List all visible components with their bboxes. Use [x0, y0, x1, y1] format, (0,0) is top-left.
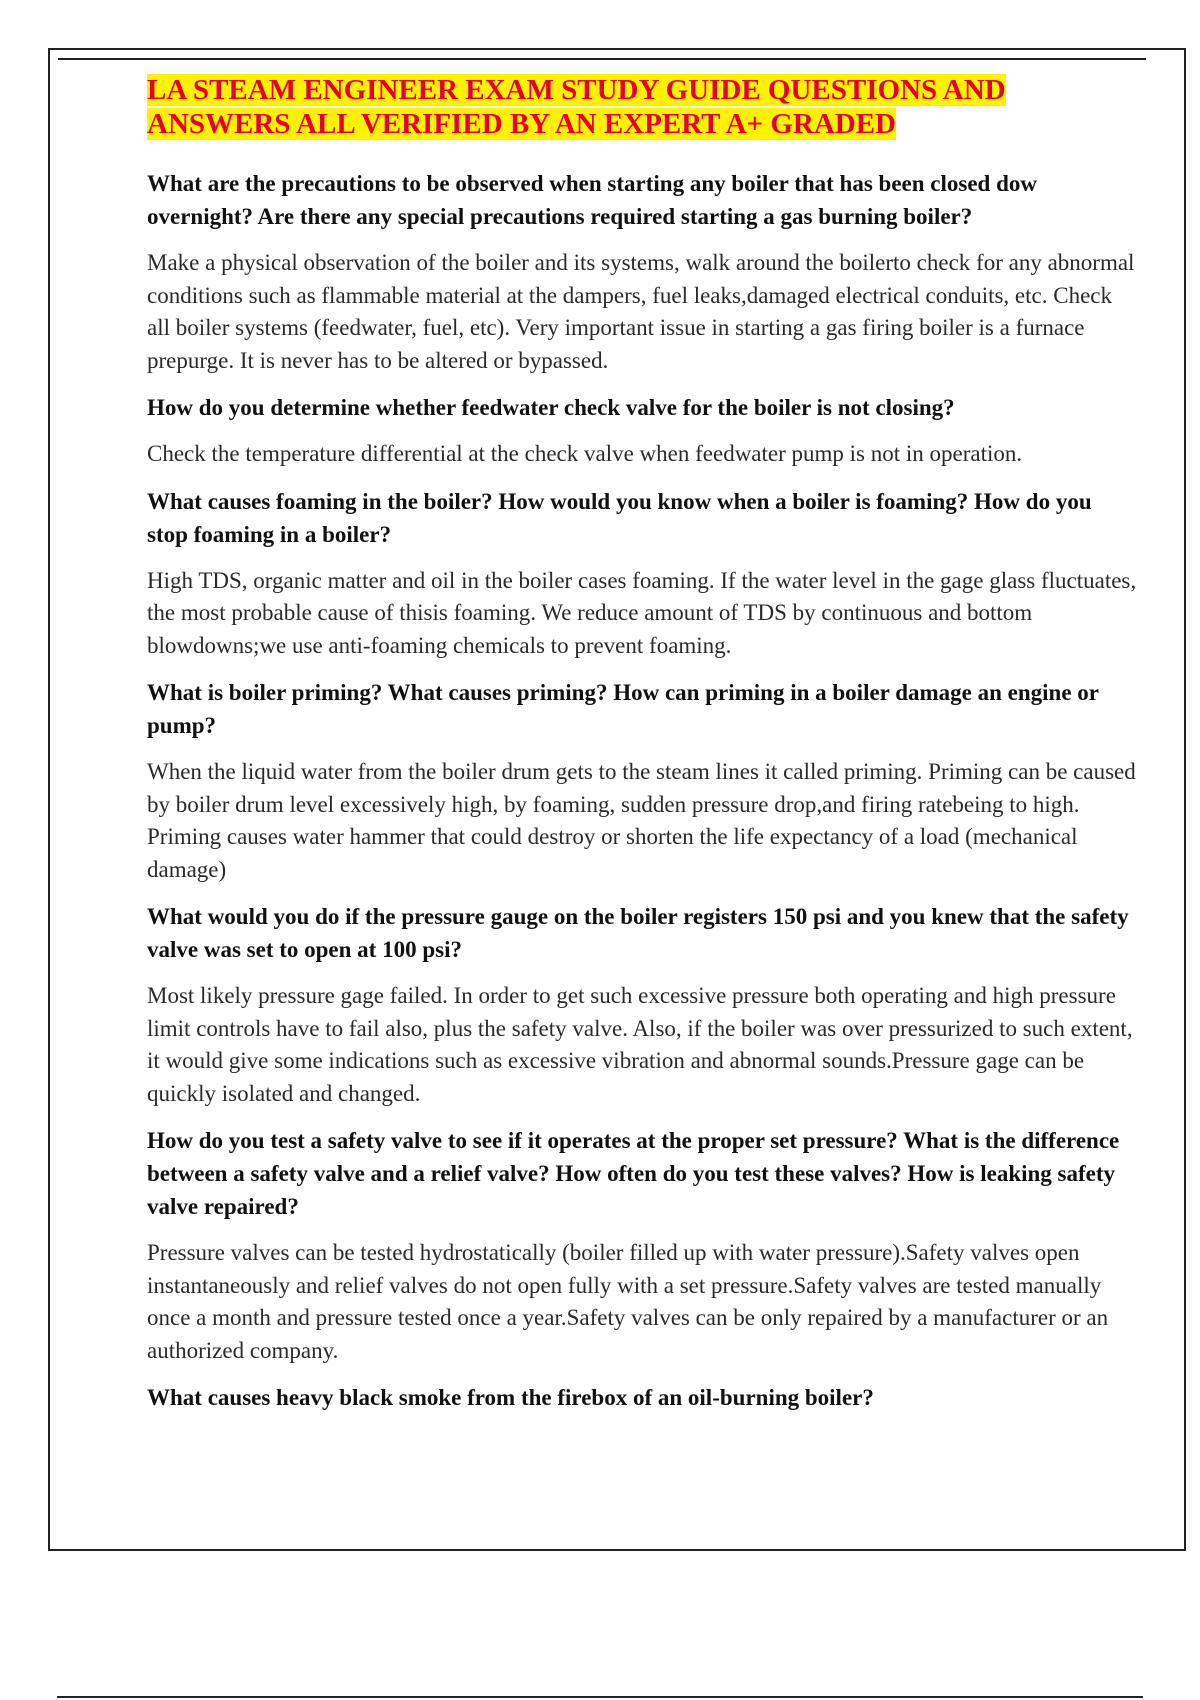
answer-2: Check the temperature differential at the check valve when feedwater pump is not in operation. — [147, 441, 1023, 466]
question-2: How do you determine whether feedwater check valve for the boiler is not closing? — [147, 395, 955, 420]
top-divider — [58, 58, 1146, 60]
question-1: What are the precautions to be observed when starting any boiler that has been closed dow overnight? Are there any special precautions required starting a gas burning boiler? — [147, 171, 1037, 229]
page-frame — [48, 48, 1186, 1551]
document-content — [147, 73, 1137, 1428]
question-4: What is boiler priming? What causes priming? How can priming in a boiler damage an engine or pump? — [147, 680, 1099, 738]
answer-5: Most likely pressure gage failed. In order to get such excessive pressure both operating and high pressure limit controls have to fail also, plus the safety valve. Also, if the boiler was over pressurized to such extent, it would give some indications such as excessive vibration and abnormal sounds.Pressure gage can be quickly isolated and changed. — [147, 983, 1133, 1106]
bottom-divider — [57, 1696, 1143, 1698]
answer-6: Pressure valves can be tested hydrostatically (boiler filled up with water pressure).Safety valves open instantaneously and relief valves do not open fully with a set pressure.Safety valves are tested manually once a month and pressure tested once a year.Safety valves can be only repaired by a manufacturer or an authorized company. — [147, 1240, 1109, 1363]
document-title — [147, 73, 1137, 141]
question-7: What causes heavy black smoke from the firebox of an oil-burning boiler? — [147, 1385, 874, 1410]
document-title-text: LA STEAM ENGINEER EXAM STUDY GUIDE QUESTIONS AND ANSWERS ALL VERIFIED BY AN EXPERT A+ GRADED — [147, 74, 1006, 140]
question-5: What would you do if the pressure gauge on the boiler registers 150 psi and you knew that the safety valve was set to open at 100 psi? — [147, 904, 1129, 962]
answer-3: High TDS, organic matter and oil in the boiler cases foaming. If the water level in the gage glass fluctuates, the most probable cause of thisis foaming. We reduce amount of TDS by continuous and bottom blowdowns;we use anti-foaming chemicals to prevent foaming. — [147, 567, 1137, 658]
answer-4: When the liquid water from the boiler drum gets to the steam lines it called priming. Priming can be caused by boiler drum level excessively high, by foaming, sudden pressure drop,and firing ratebeing to high. Priming causes water hammer that could destroy or shorten the life expectancy of a load (mechanical damage) — [147, 759, 1136, 882]
question-6: How do you test a safety valve to see if it operates at the proper set pressure? What is the difference between a safety valve and a relief valve? How often do you test these valves? How is leaking safety valve repaired? — [147, 1128, 1120, 1219]
question-3: What causes foaming in the boiler? How would you know when a boiler is foaming? How do you stop foaming in a boiler? — [147, 488, 1092, 547]
answer-1: Make a physical observation of the boiler and its systems, walk around the boilerto check for any abnormal conditions such as flammable material at the dampers, fuel leaks,damaged electrical conduits, etc. Check all boiler systems (feedwater, fuel, etc). Very important issue in starting a gas firing boiler is a furnace prepurge. It is never has to be altered or bypassed. — [147, 250, 1135, 373]
